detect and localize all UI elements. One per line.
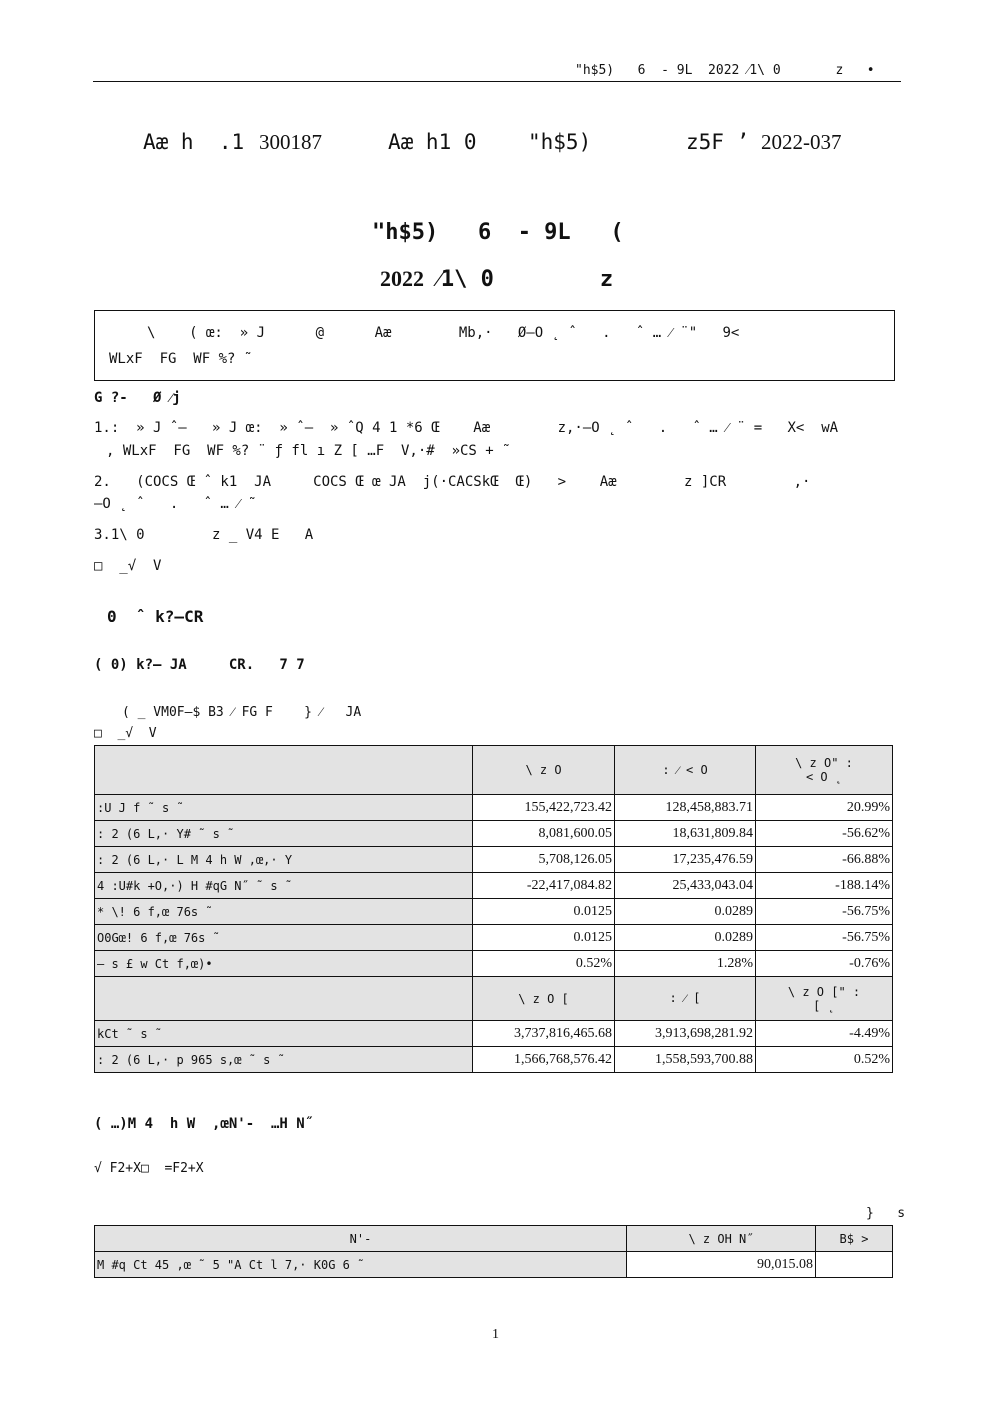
row-label: : 2 (6 L,· p 965 s,œ ˜ s ˜ [95,1047,473,1073]
retroactive-adjust-note: ( _ VM0F–$ B3 ⁄ FG F } ⁄ JA [122,705,362,720]
previous-period-value: 18,631,809.84 [615,821,756,847]
table-row [95,1252,893,1278]
announcement-no-value: 2022-037 [761,130,842,154]
previous-period-value: 0.0289 [615,899,756,925]
previous-period-value: 1,558,593,700.88 [615,1047,756,1073]
report-subtitle [380,266,613,292]
table-row [95,951,893,977]
table-header-cell: : ⁄ < O [615,746,756,795]
table-header-cell: \ z O [473,746,615,795]
row-label: : 2 (6 L,· Y# ˜ s ˜ [95,821,473,847]
tip-item-1-line-1: 1.: » J ˆ– » J œ: » ˆ– » ˆQ 4 1 *6 Œ Aæ z,·–O ˛ ˆ . ˆ … ⁄ ¨ = X< wA [94,420,839,436]
tip-item-1-line-2: , WLxF FG WF %? ¨ ƒ fl ı Z [ …F V,·# »CS + ˜ [106,443,511,459]
row-label: O0Gœ! 6 f,œ 76s ˜ [95,925,473,951]
page-header-text: "h$5) 6 - 9L 2022 ⁄1\ 0 z • [575,63,875,78]
stock-code-label: Aæ h .1 [143,130,245,154]
unit-label: } s [866,1206,906,1221]
change-percent: -4.49% [756,1021,893,1047]
board-statement-line-1: \ ( œ: » J @ Aæ Mb,· Ø–O ˛ ˆ . ˆ … ⁄ ¨" 9< [147,325,740,341]
table-header-cell: \ z O" : < O ˛ [756,746,893,795]
current-period-value: -22,417,084.82 [473,873,615,899]
tip-item-4-checkbox-line: □ _√ V [94,558,162,574]
table-header-cell: : ⁄ [ [615,977,756,1021]
header-rule [93,81,901,82]
table-header-cell: \ z O [" : [ ˛ [756,977,893,1021]
section-main-financial-data-heading: 0 ˆ k?–CR [107,607,204,626]
table-header-row [95,746,893,795]
tip-item-2-line-2: –O ˛ ˆ . ˆ … ⁄ ˜ [94,496,257,512]
row-label: M #q Ct 45 ,œ ˜ 5 "A Ct l 7,· K0G 6 ˜ [95,1252,627,1278]
change-percent: 20.99% [756,795,893,821]
table-row [95,847,893,873]
row-label: 4 :U#k +O,·) H #qG N˝ ˜ s ˜ [95,873,473,899]
previous-period-value: 17,235,476.59 [615,847,756,873]
current-period-value: 0.0125 [473,925,615,951]
stock-abbr-value: "h$5) [528,130,592,154]
row-label: – s £ w Ct f,œ)• [95,951,473,977]
stock-code-value: 300187 [259,130,322,154]
stock-abbr-label: Aæ h1 0 [388,130,477,154]
board-statement-box [94,310,895,381]
board-statement-line-2: WLxF FG WF %? ˜ [109,351,253,367]
subsection-non-recurring-heading: ( …)M 4 h W ,œN'- …H N˝ [94,1116,314,1132]
current-period-value: 8,081,600.05 [473,821,615,847]
table-row [95,795,893,821]
page-number: 1 [492,1327,499,1342]
current-period-value: 3,737,816,465.68 [473,1021,615,1047]
change-percent: 0.52% [756,1047,893,1073]
row-label: :U J f ˜ s ˜ [95,795,473,821]
current-period-value: 0.52% [473,951,615,977]
change-percent: -188.14% [756,873,893,899]
current-period-value: 0.0125 [473,899,615,925]
row-label: kCt ˜ s ˜ [95,1021,473,1047]
table-row [95,925,893,951]
table-header-cell [95,977,473,1021]
tip-item-2-line-1: 2. (COCS Œ ˆ k1 JA COCS Œ œ JA j(·CACSkŒ Œ) > Aæ z ]CR ,· [94,474,811,490]
remark-value [816,1252,893,1278]
amount-value: 90,015.08 [627,1252,816,1278]
change-percent: -0.76% [756,951,893,977]
change-percent: -66.88% [756,847,893,873]
table-header-row [95,1226,893,1252]
previous-period-value: 25,433,043.04 [615,873,756,899]
table-header-cell: \ z OH N˝ [627,1226,816,1252]
current-period-value: 155,422,723.42 [473,795,615,821]
previous-period-value: 128,458,883.71 [615,795,756,821]
table-header-row [95,977,893,1021]
row-label: * \! 6 f,œ 76s ˜ [95,899,473,925]
table-header-cell: \ z O [ [473,977,615,1021]
table-row [95,899,893,925]
current-period-value: 5,708,126.05 [473,847,615,873]
previous-period-value: 3,913,698,281.92 [615,1021,756,1047]
announcement-no-label: z5F ’ [686,130,750,154]
table-row [95,873,893,899]
main-accounting-data-table [94,745,893,1073]
table-row [95,1047,893,1073]
table-header-cell [95,746,473,795]
table-row [95,821,893,847]
non-recurring-items-table [94,1225,893,1278]
table-row [95,1021,893,1047]
report-year: 2022 [380,266,424,291]
change-percent: -56.75% [756,899,893,925]
report-subtitle-rest: ⁄1\ 0 z [424,267,614,292]
table-header-cell: N'- [95,1226,627,1252]
previous-period-value: 1.28% [615,951,756,977]
current-period-value: 1,566,768,576.42 [473,1047,615,1073]
table-header-cell: B$ > [816,1226,893,1252]
non-recurring-applicable-line: √ F2+X□ =F2+X [94,1161,204,1176]
change-percent: -56.62% [756,821,893,847]
change-percent: -56.75% [756,925,893,951]
tip-item-3: 3.1\ 0 z _ V4 E A [94,527,314,543]
previous-period-value: 0.0289 [615,925,756,951]
row-label: : 2 (6 L,· L M 4 h W ,œ,· Y [95,847,473,873]
retroactive-adjust-checkbox-line: □ _√ V [94,726,157,741]
subsection-accounting-data-heading: ( 0) k?– JA CR. 7 7 [94,657,305,673]
important-tips-heading: G ?- Ø ⁄j [94,390,181,406]
report-title: "h$5) 6 - 9L ( [372,220,624,245]
